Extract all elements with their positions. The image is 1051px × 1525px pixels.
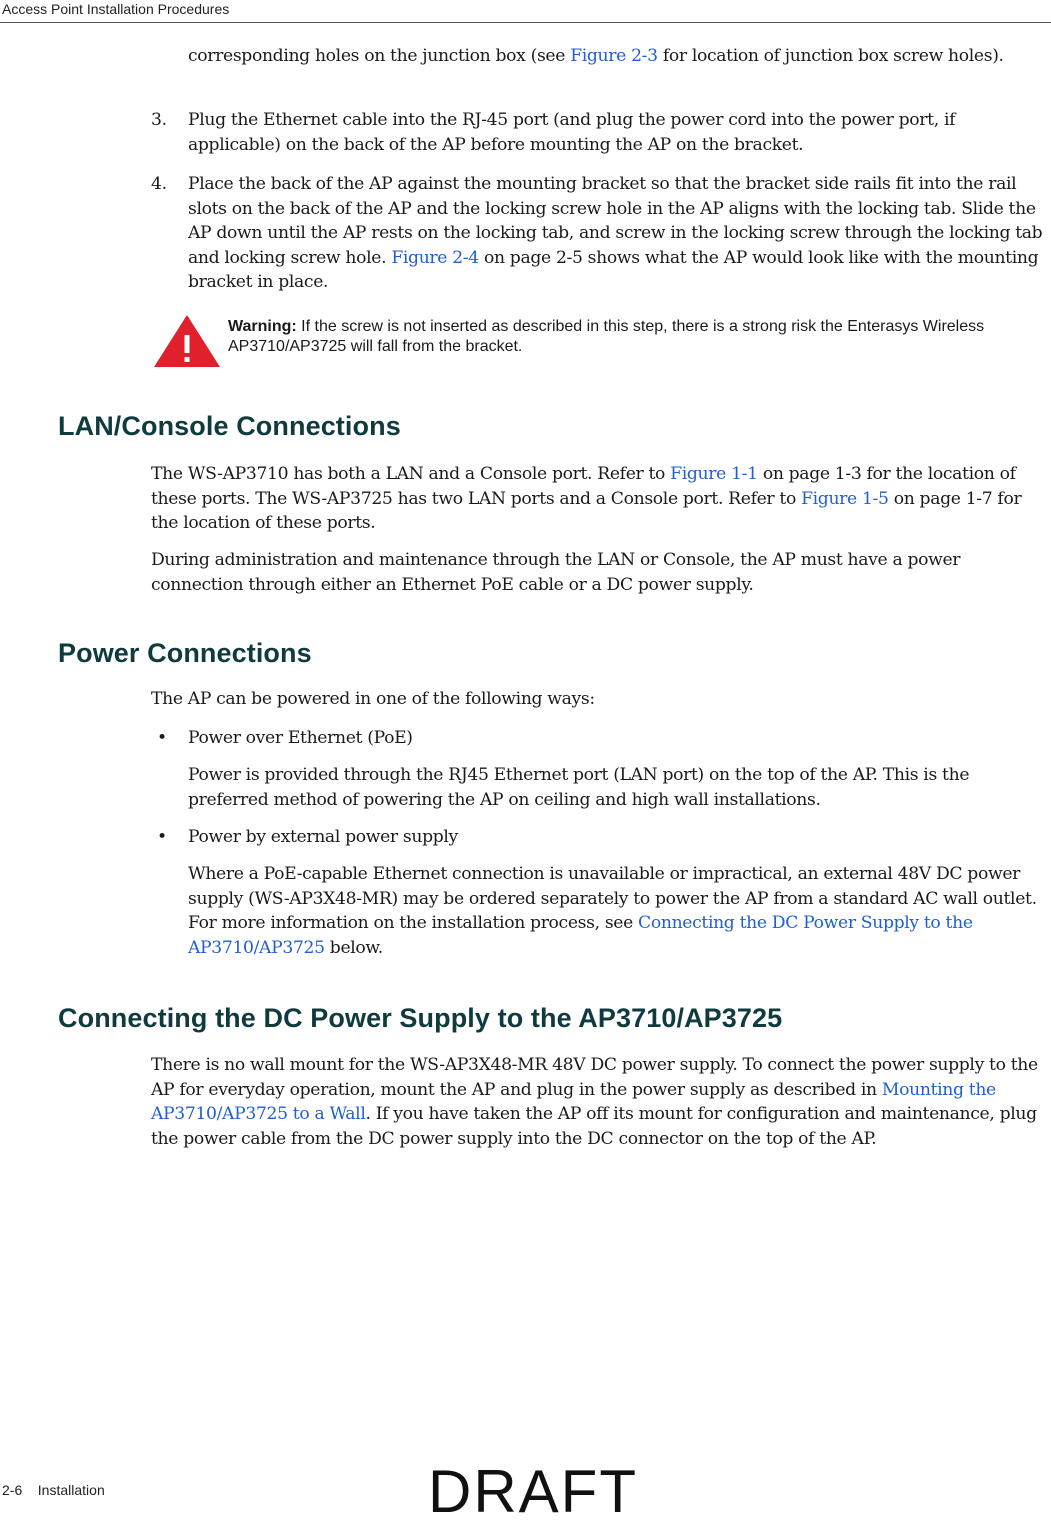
step-4: [151, 172, 1047, 295]
running-header: [0, 0, 1051, 23]
section-heading-dc-power: Connecting the DC Power Supply to the AP3710/AP3725: [58, 1003, 783, 1033]
bullet-external-supply: [151, 825, 1047, 850]
step-text: Plug the Ethernet cable into the RJ-45 port (and plug the power cord into the power port, if applicable) on the back of the AP before mounting the AP on the bracket.: [188, 110, 956, 155]
lan-paragraph-1: [151, 462, 1047, 536]
poe-description: Power is provided through the RJ45 Ethernet port (LAN port) on the top of the AP. This is the preferred method of powering the AP on ceiling and high wall installations.: [188, 765, 970, 810]
dc-text-b: . If you have taken the AP off its mount for configuration and maintenance, plug the power cable from the DC power supply into the DC connector on the top of the AP.: [151, 1104, 1037, 1149]
external-supply-text-a: Where a PoE-capable Ethernet connection is unavailable or impractical, an external 48V DC power supply (WS-AP3X48-MR) may be ordered separately to power the AP from a standard AC wall outlet. For more information on the installation process, see: [188, 864, 1037, 933]
step-4-text-a: Place the back of the AP against the mounting bracket so that the bracket side rails fit into the rail slots on the back of the AP and the locking screw hole in the AP aligns with the locking tab. Slide the AP down until the AP rests on the locking tab, and screw in the locking screw through the locking tab and locking screw hole.: [188, 174, 1043, 268]
intro-text-b: for location of junction box screw holes).: [657, 46, 1004, 66]
figure-1-5-link[interactable]: Figure 1-5: [801, 488, 889, 509]
warning-triangle-icon: [152, 313, 222, 369]
bullet-icon: •: [157, 728, 167, 748]
header-title: Access Point Installation Procedures: [2, 1, 230, 17]
warning-note: [228, 317, 1028, 357]
section-heading-lan-console: LAN/Console Connections: [58, 411, 401, 441]
mounting-wall-link[interactable]: Mounting the AP3710/AP3725 to a Wall: [151, 1079, 996, 1124]
bullet-poe: [151, 726, 1047, 751]
figure-1-1-link[interactable]: Figure 1-1: [670, 464, 758, 484]
warning-label: Warning:: [228, 318, 297, 335]
step-4-text-b: on page 2-5 shows what the AP would look like with the mounting bracket in place.: [188, 247, 1039, 292]
section-heading-power: Power Connections: [58, 638, 312, 668]
step-3: [151, 108, 1047, 157]
step-number: 3.: [151, 110, 167, 130]
bullet-text: Power over Ethernet (PoE): [188, 728, 413, 748]
lan-paragraph-2: During administration and maintenance through the LAN or Console, the AP must have a power connection through either an Ethernet PoE cable or a DC power supply.: [151, 550, 961, 595]
dc-text-a: There is no wall mount for the WS-AP3X48-MR 48V DC power supply. To connect the power supply to the AP for everyday operation, mount the AP and plug in the power supply as described in: [151, 1055, 1038, 1100]
step-number: 4.: [151, 174, 167, 194]
external-supply-description: [188, 862, 1048, 960]
intro-paragraph: [151, 44, 1047, 69]
dc-paragraph: [151, 1053, 1047, 1151]
power-intro: The AP can be powered in one of the following ways:: [151, 689, 595, 709]
figure-2-4-link[interactable]: Figure 2-4: [391, 247, 479, 268]
lan-p1-text-c: on page 1-7 for the location of these ports.: [151, 488, 1022, 533]
warning-text: If the screw is not inserted as described in this step, there is a strong risk the Enterasys Wireless AP3710/AP3725 will fall from the bracket.: [228, 318, 985, 355]
lan-p1-text-b: on page 1-3 for the location of these ports. The WS-AP3725 has two LAN ports and a Console port. Refer to: [151, 464, 1016, 509]
lan-p1-text-a: The WS-AP3710 has both a LAN and a Console port. Refer to: [151, 464, 671, 484]
bullet-icon: •: [157, 827, 167, 847]
connecting-dc-power-link[interactable]: Connecting the DC Power Supply to the AP3710/AP3725: [188, 913, 973, 958]
page-footer: 2-6 Installation: [2, 1482, 105, 1498]
step-text: [188, 172, 1047, 295]
intro-text-a: corresponding holes on the junction box (see: [188, 46, 571, 66]
draft-watermark: DRAFT: [428, 1458, 638, 1525]
bullet-text: Power by external power supply: [188, 827, 458, 847]
external-supply-text-b: below.: [324, 937, 383, 958]
figure-2-3-link[interactable]: Figure 2-3: [570, 46, 658, 66]
